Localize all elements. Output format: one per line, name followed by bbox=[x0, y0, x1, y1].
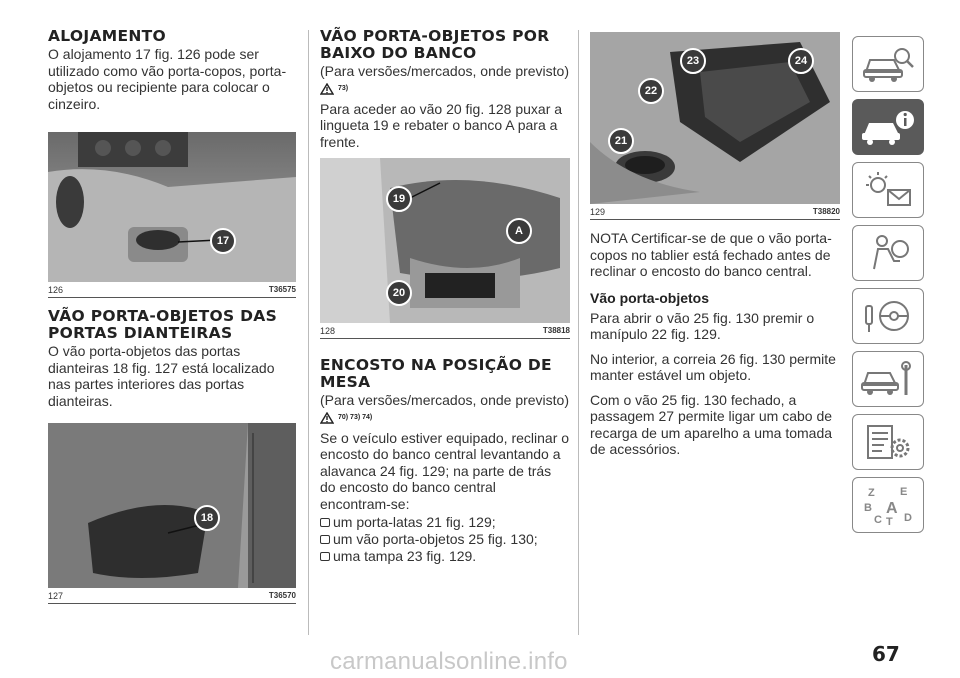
figure-127-code: T36570 bbox=[268, 591, 296, 600]
tab-car-wrench[interactable] bbox=[852, 351, 924, 407]
column-2 bbox=[320, 28, 570, 565]
tab-index[interactable] bbox=[852, 477, 924, 533]
index-letter: Z bbox=[868, 487, 875, 499]
para-abrir-vao: Para abrir o vão 25 fig. 130 premir o manípulo 22 fig. 129. bbox=[590, 309, 815, 342]
list-item: um porta-latas 21 fig. 129; bbox=[320, 514, 570, 531]
para-correia: No interior, a correia 26 fig. 130 permite manter estável um objeto. bbox=[590, 350, 836, 383]
warning-triangle-icon bbox=[320, 83, 334, 95]
figure-128-image bbox=[320, 158, 570, 323]
callout-20: 20 bbox=[386, 280, 412, 306]
figure-128-code: T38818 bbox=[542, 326, 570, 335]
figure-129-number: 129 bbox=[590, 207, 606, 217]
column-divider-1 bbox=[308, 30, 309, 635]
para-aceder-vao: Para aceder ao vão 20 fig. 128 puxar a lingueta 19 e rebater o banco A para a frente. bbox=[320, 100, 563, 150]
column-1 bbox=[48, 28, 296, 614]
column-3 bbox=[590, 32, 840, 466]
warning-ref-1: 73) bbox=[338, 85, 349, 92]
figure-126-image bbox=[48, 132, 296, 282]
page-number: 67 bbox=[872, 642, 900, 666]
index-letter: T bbox=[886, 516, 893, 527]
para-alojamento: O alojamento 17 fig. 126 pode ser utilizado como vão porta-copos, porta-objetos ou recipiente para colocar o cinzeiro. bbox=[48, 46, 287, 112]
heading-vao-banco: VÃO PORTA-OBJETOS POR BAIXO DO BANCO bbox=[320, 27, 550, 62]
list-item: um vão porta-objetos 25 fig. 130; bbox=[320, 531, 570, 548]
warning-lights-icon bbox=[860, 170, 916, 210]
bullet-box-icon bbox=[320, 552, 330, 561]
index-letter: A bbox=[886, 500, 898, 517]
figure-129-code: T38820 bbox=[812, 207, 840, 216]
steering-key-icon bbox=[860, 296, 916, 336]
tab-specs[interactable] bbox=[852, 414, 924, 470]
tab-steering-key[interactable] bbox=[852, 288, 924, 344]
tab-airbag[interactable] bbox=[852, 225, 924, 281]
figure-128-caption bbox=[320, 323, 570, 339]
callout-19: 19 bbox=[386, 186, 412, 212]
index-letters-icon bbox=[860, 483, 916, 527]
figure-126-code: T36575 bbox=[268, 285, 296, 294]
figure-129-image bbox=[590, 32, 840, 204]
watermark: carmanualsonline.info bbox=[330, 648, 568, 675]
callout-17: 17 bbox=[210, 228, 236, 254]
car-info-icon bbox=[860, 107, 916, 147]
index-letter: D bbox=[904, 512, 912, 524]
subheading-vao-porta-objetos: Vão porta-objetos bbox=[590, 289, 710, 306]
para-nota: NOTA Certificar-se de que o vão porta-copos no tablier está fechado antes de reclinar o encosto do banco central. bbox=[590, 230, 832, 279]
heading-vao-portas: VÃO PORTA-OBJETOS DAS PORTAS DIANTEIRAS bbox=[48, 307, 278, 342]
tab-car-search[interactable] bbox=[852, 36, 924, 92]
car-search-icon bbox=[860, 44, 916, 84]
para-vao-portas: O vão porta-objetos das portas dianteiras 18 fig. 127 está localizado nas partes interiores das portas dianteiras. bbox=[48, 343, 275, 409]
warning-triangle-icon bbox=[320, 412, 334, 424]
tab-warning-lights[interactable] bbox=[852, 162, 924, 218]
figure-128-number: 128 bbox=[320, 326, 336, 336]
warning-ref-2: 70) 73) 74) bbox=[338, 414, 373, 421]
para-passagem: Com o vão 25 fig. 130 fechado, a passagem 27 permite ligar um cabo de recarga de um aparelho a uma tomada de acessórios. bbox=[590, 391, 833, 457]
heading-alojamento: ALOJAMENTO bbox=[48, 27, 166, 45]
para-reclinar: Se o veículo estiver equipado, reclinar o encosto do banco central levantando a alavanca 24 fig. 129; na parte de trás do encosto do banco central encontram-se: bbox=[320, 429, 570, 512]
bullet-box-icon bbox=[320, 518, 330, 527]
index-letter: E bbox=[900, 486, 908, 498]
heading-encosto-mesa: ENCOSTO NA POSIÇÃO DE MESA bbox=[320, 356, 552, 391]
airbag-icon bbox=[860, 233, 916, 273]
index-letter: B bbox=[864, 502, 872, 514]
chapter-sidebar bbox=[852, 36, 924, 540]
figure-127-caption bbox=[48, 588, 296, 604]
warning-note-2 bbox=[320, 412, 570, 424]
callout-a: A bbox=[506, 218, 532, 244]
para-versoes-1: (Para versões/mercados, onde previsto) bbox=[320, 63, 569, 79]
callout-22: 22 bbox=[638, 78, 664, 104]
callout-23: 23 bbox=[680, 48, 706, 74]
figure-126-number: 126 bbox=[48, 285, 64, 295]
car-wrench-icon bbox=[860, 359, 916, 399]
figure-129-caption bbox=[590, 204, 840, 220]
para-versoes-2: (Para versões/mercados, onde previsto) bbox=[320, 392, 569, 408]
callout-18: 18 bbox=[194, 505, 220, 531]
list-item: uma tampa 23 fig. 129. bbox=[320, 548, 570, 565]
warning-note-1 bbox=[320, 83, 570, 95]
callout-21: 21 bbox=[608, 128, 634, 154]
specs-gear-icon bbox=[860, 422, 916, 462]
figure-127-number: 127 bbox=[48, 591, 64, 601]
column-divider-2 bbox=[578, 30, 579, 635]
bullet-box-icon bbox=[320, 535, 330, 544]
figure-126-caption bbox=[48, 282, 296, 298]
tab-car-info[interactable] bbox=[852, 99, 924, 155]
figure-127-image bbox=[48, 423, 296, 588]
index-letter: C bbox=[874, 514, 882, 526]
callout-24: 24 bbox=[788, 48, 814, 74]
